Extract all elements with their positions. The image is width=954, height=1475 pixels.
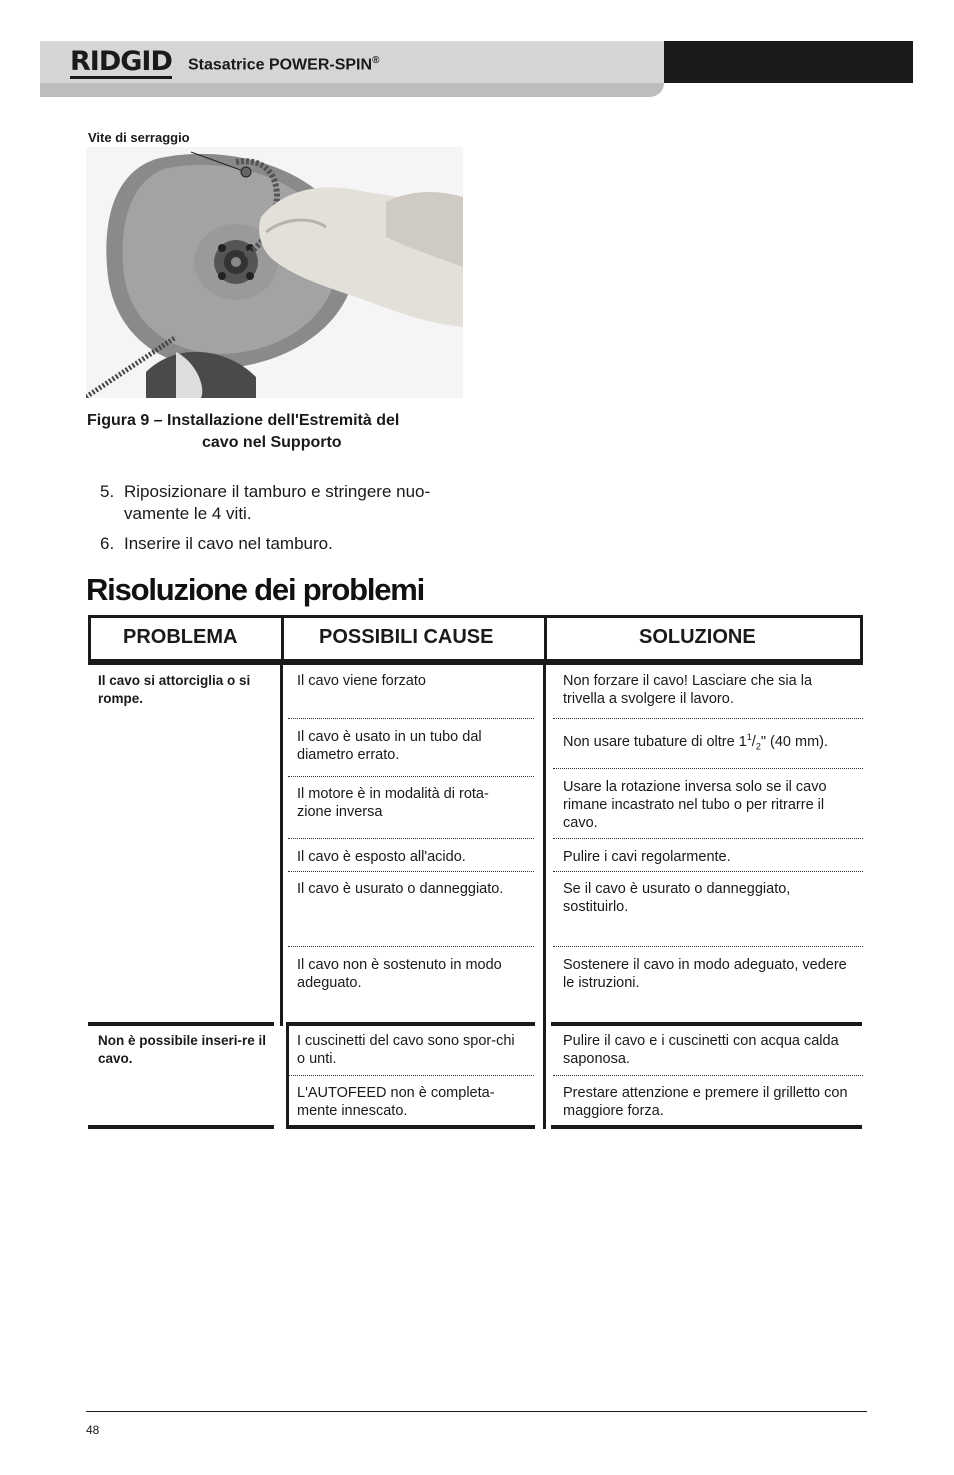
steps-list (100, 481, 480, 563)
page-number: 48 (86, 1423, 100, 1437)
solution-cell: Se il cavo è usurato o danneggiato, sostituirlo. (563, 881, 791, 915)
solution-cell: Pulire i cavi regolarmente. (563, 849, 731, 865)
table-bottom-rule (88, 1125, 274, 1129)
group-divider (88, 1022, 274, 1026)
step-number: 6. (100, 534, 115, 553)
table-header (88, 615, 863, 662)
figure-caption (87, 410, 467, 454)
row-divider (553, 838, 863, 839)
row-divider (288, 946, 534, 947)
row-divider (553, 1075, 863, 1076)
row-divider (288, 776, 534, 777)
section-title: Risoluzione dei problemi (86, 572, 425, 607)
column-divider (281, 618, 284, 659)
row-divider (553, 718, 863, 719)
header-problema: PROBLEMA (123, 626, 238, 648)
list-item (100, 533, 480, 555)
cause-cell: Il cavo non è sostenuto in modo adeguato. (297, 957, 502, 991)
row-divider (553, 871, 863, 872)
cause-cell: I cuscinetti del cavo sono spor-chi o unti. (297, 1033, 515, 1067)
cause-cell: Il cavo viene forzato (297, 673, 426, 689)
step-text: Inserire il cavo nel tamburo. (124, 534, 333, 553)
row-divider (288, 871, 534, 872)
header-black-block (664, 41, 913, 83)
row-divider (553, 768, 863, 769)
cause-cell: Il cavo è usato in un tubo dal diametro errato. (297, 729, 482, 763)
column-divider (544, 618, 547, 659)
cause-cell: Il cavo è esposto all'acido. (297, 849, 466, 865)
group-divider (286, 1022, 535, 1026)
step-text: Riposizionare il tamburo e stringere nuo-vamente le 4 viti. (124, 482, 431, 523)
row-divider (288, 718, 534, 719)
cause-cell: L'AUTOFEED non è completa-mente innescato. (297, 1085, 495, 1119)
header-strip (40, 83, 664, 97)
column-divider (543, 662, 546, 1026)
brand-logo: RIDGID (70, 46, 172, 77)
cause-cell: Il cavo è usurato o danneggiato. (297, 881, 504, 897)
table-bottom-rule (286, 1125, 535, 1129)
solution-cell: Usare la rotazione inversa solo se il cavo rimane incastrato nel tubo o per ritrarre il cavo. (563, 779, 827, 831)
row-divider (553, 946, 863, 947)
step-number: 5. (100, 482, 115, 501)
column-divider (286, 1026, 289, 1129)
problem-cell: Il cavo si attorciglia o si rompe. (98, 673, 251, 706)
problem-cell: Non è possibile inseri-re il cavo. (98, 1033, 267, 1066)
table-header-underline (88, 662, 863, 665)
header-cause: POSSIBILI CAUSE (319, 626, 494, 648)
group-divider (551, 1022, 862, 1026)
header-title: Stasatrice POWER-SPIN® (188, 55, 380, 74)
table-bottom-rule (551, 1125, 862, 1129)
cable-drum-illustration (86, 147, 463, 398)
column-divider (280, 662, 283, 1026)
solution-cell: Non usare tubature di oltre $1^1/_2$" (40 mm). (563, 732, 829, 752)
column-divider (543, 1026, 546, 1129)
cause-cell: Il motore è in modalità di rota-zione inversa (297, 786, 489, 820)
figure-callout: Vite di serraggio (88, 130, 190, 145)
list-item (100, 481, 480, 525)
footer-rule (86, 1411, 867, 1412)
solution-cell: Prestare attenzione e premere il grilletto con maggiore forza. (563, 1085, 848, 1119)
figure-caption-line2: cavo nel Supporto (202, 434, 342, 451)
solution-cell: Pulire il cavo e i cuscinetti con acqua calda saponosa. (563, 1033, 839, 1067)
row-divider (288, 1075, 534, 1076)
figure-caption-line1: Figura 9 – Installazione dell'Estremità del (87, 412, 400, 429)
solution-cell: Non forzare il cavo! Lasciare che sia la trivella a svolgere il lavoro. (563, 673, 813, 707)
row-divider (288, 838, 534, 839)
header-soluzione: SOLUZIONE (639, 626, 756, 648)
solution-cell: Sostenere il cavo in modo adeguato, vedere le istruzioni. (563, 957, 847, 991)
figure-photo (86, 147, 463, 398)
